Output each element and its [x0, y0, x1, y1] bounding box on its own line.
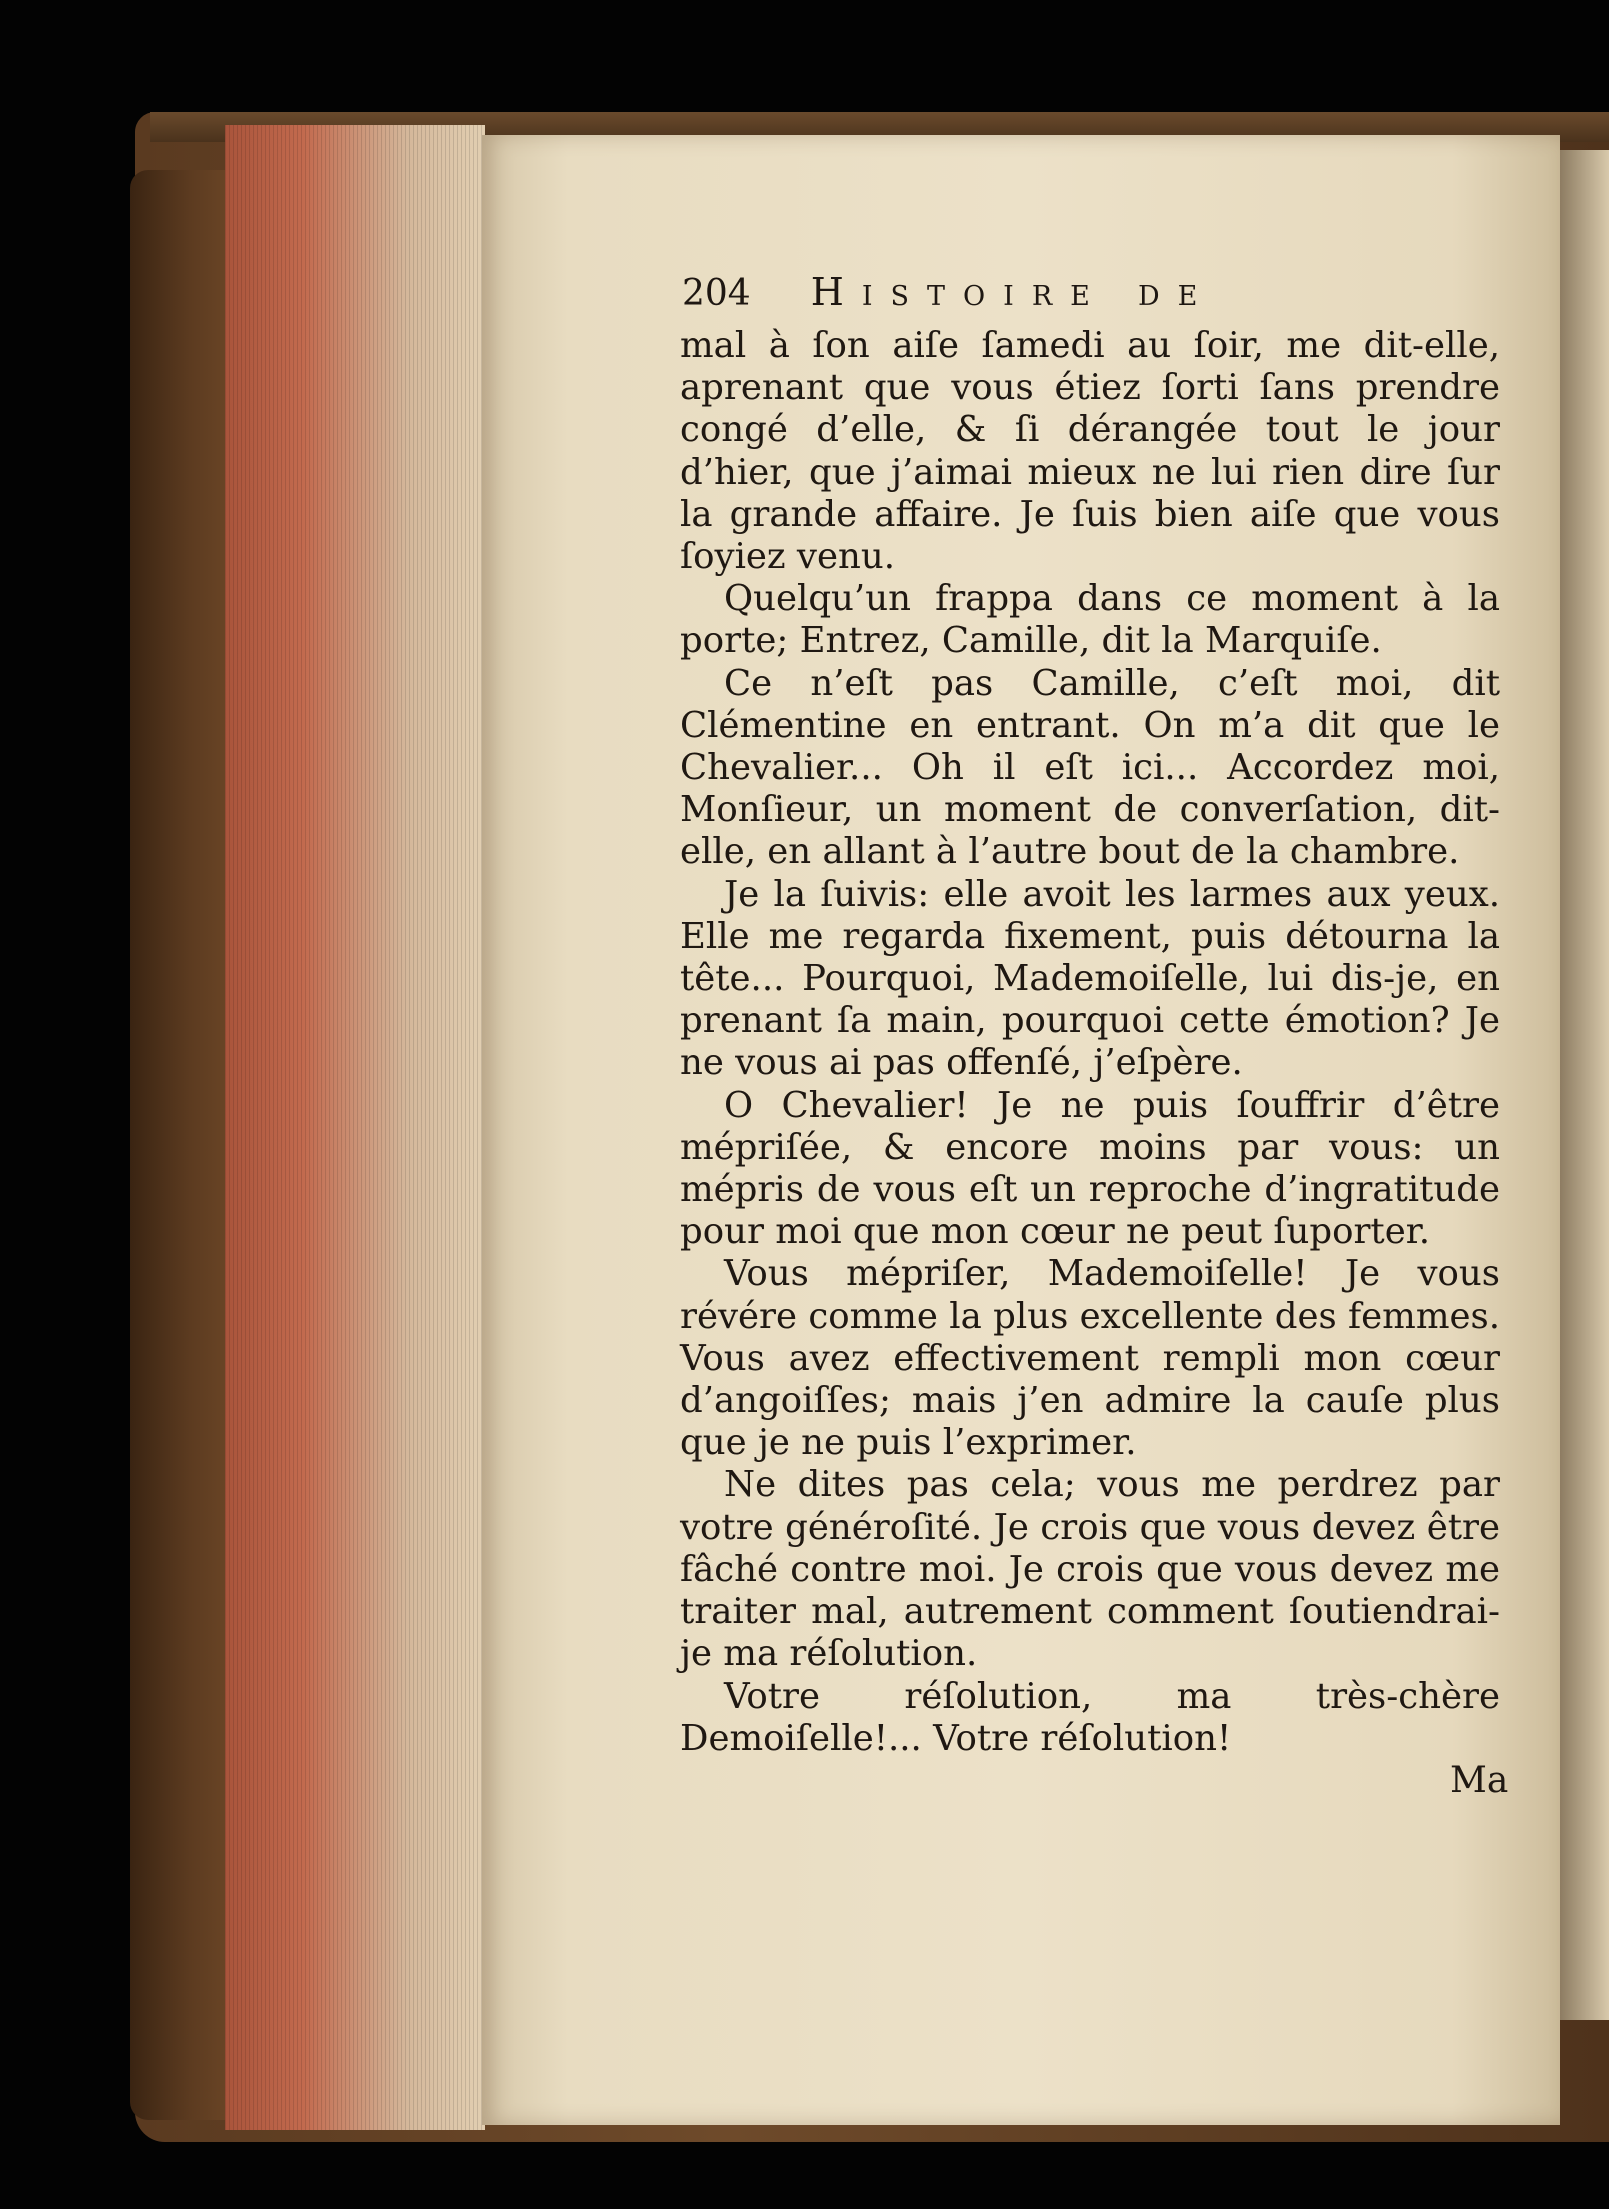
paragraph: Vous mépriſer, Mademoiſelle! Je vous révére comme la plus excellente des femmes. Vous avez effectivement rempli mon cœur d’angoiſſes; mais j’en admire la cauſe plus que je ne puis l’exprimer.: [680, 1253, 1500, 1464]
running-title: Histoire de: [810, 270, 1216, 314]
paragraph: Ce n’eſt pas Camille, c’eſt moi, dit Clémentine en entrant. On m’a dit que le Chevalier... Oh il eſt ici... Accordez moi, Monſieur, un moment de converſation, dit-elle, en allant à l’autre bout de la chambre.: [680, 662, 1500, 873]
book-spine-edge: [130, 170, 230, 2120]
facing-page-edge: [1560, 150, 1609, 2020]
catchword: Ma: [1450, 1760, 1509, 1801]
body-text: [680, 325, 1500, 1760]
page-edges: [225, 125, 485, 2130]
page-number: 204: [682, 273, 751, 314]
paragraph: Votre réſolution, ma très-chère Demoiſelle!... Votre réſolution!: [680, 1675, 1500, 1759]
paragraph: Quelqu’un frappa dans ce moment à la porte; Entrez, Camille, dit la Marquiſe.: [680, 578, 1500, 662]
paragraph: Je la ſuivis: elle avoit les larmes aux yeux. Elle me regarda fixement, puis détourna la tête... Pourquoi, Mademoiſelle, lui dis-je, en prenant ſa main, pourquoi cette émotion? Je ne vous ai pas offenſé, j’eſpère.: [680, 873, 1500, 1084]
page-header: [682, 270, 1442, 320]
paragraph: Ne dites pas cela; vous me perdrez par votre généroſité. Je crois que vous devez être fâché contre moi. Je crois que vous devez me traiter mal, autrement comment ſoutiendrai-je ma réſolution.: [680, 1464, 1500, 1675]
paragraph: mal à ſon aiſe ſamedi au ſoir, me dit-elle, aprenant que vous étiez ſorti ſans prendre congé d’elle, & ſi dérangée tout le jour d’hier, que j’aimai mieux ne lui rien dire ſur la grande affaire. Je ſuis bien aiſe que vous ſoyiez venu.: [680, 325, 1500, 578]
paragraph: O Chevalier! Je ne puis ſouffrir d’être mépriſée, & encore moins par vous: un mépris de vous eſt un reproche d’ingratitude pour moi que mon cœur ne peut ſuporter.: [680, 1084, 1500, 1253]
